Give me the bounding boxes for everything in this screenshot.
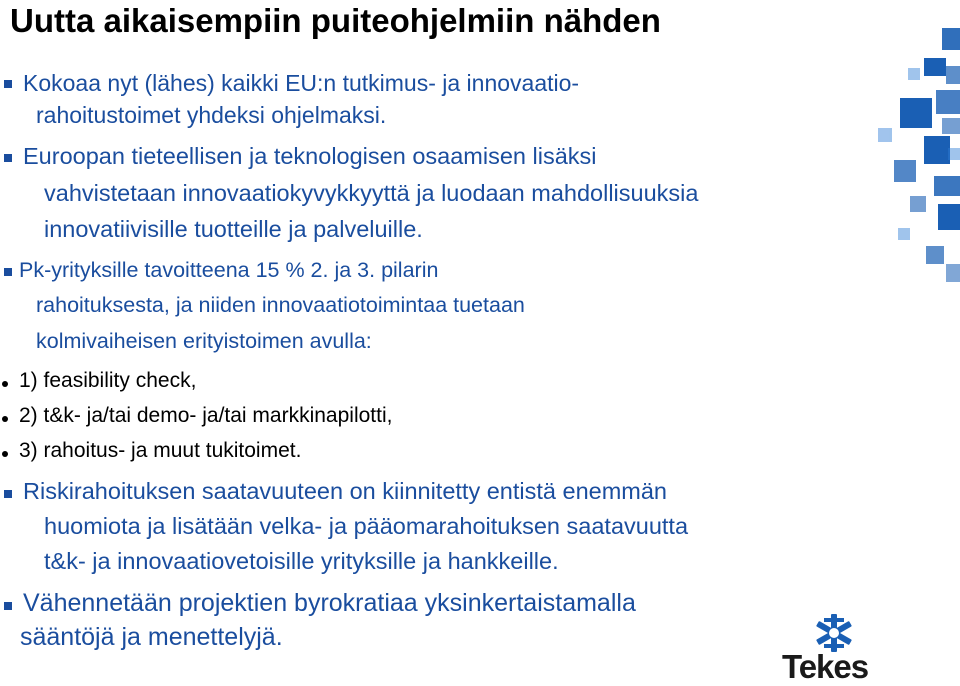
bullet-3-line-3: kolmivaiheisen erityistoimen avulla: <box>36 329 372 353</box>
square-bullet-icon <box>4 602 12 610</box>
bullet-1-line-2: rahoitustoimet yhdeksi ohjelmaksi. <box>36 102 387 128</box>
square-bullet-icon <box>4 154 12 162</box>
bullet-2-line-1: Euroopan tieteellisen ja teknologisen osaamisen lisäksi <box>23 143 597 169</box>
dot-bullet-icon <box>2 451 8 457</box>
bullet-5-line-2: sääntöjä ja menettelyjä. <box>20 623 283 651</box>
sub-item-1: 1) feasibility check, <box>19 369 197 392</box>
bullet-4-line-2: huomiota ja lisätään velka- ja pääomarahoituksen saatavuutta <box>44 513 689 539</box>
bullet-3-line-2: rahoituksesta, ja niiden innovaatiotoimintaa tuetaan <box>36 293 525 317</box>
square-bullet-icon <box>4 490 12 498</box>
bullet-4-line-1: Riskirahoituksen saatavuuteen on kiinnitetty entistä enemmän <box>23 478 668 504</box>
square-bullet-icon <box>4 80 12 88</box>
bullet-2-line-3: innovatiivisille tuotteille ja palveluille. <box>44 216 423 242</box>
tekes-logo <box>782 614 886 685</box>
sub-item-2: 2) t&k- ja/tai demo- ja/tai markkinapilotti, <box>19 404 393 427</box>
sub-item-3: 3) rahoitus- ja muut tukitoimet. <box>19 439 302 462</box>
logo-text: Tekes <box>782 648 869 685</box>
bullet-4-line-3: t&k- ja innovaatiovetoisille yrityksille ja hankkeille. <box>44 548 559 574</box>
slide-title: Uutta aikaisempiin puiteohjelmiin nähden <box>10 2 661 39</box>
dot-bullet-icon <box>2 381 8 387</box>
decorative-squares <box>838 28 960 618</box>
bullet-5-line-1: Vähennetään projektien byrokratiaa yksinkertaistamalla <box>23 589 636 617</box>
square-bullet-icon <box>4 268 12 276</box>
bullet-1-line-1: Kokoaa nyt (lähes) kaikki EU:n tutkimus- ja innovaatio- <box>23 70 580 96</box>
dot-bullet-icon <box>2 416 8 422</box>
tekes-snowflake-icon <box>814 614 854 652</box>
bullet-2-line-2: vahvistetaan innovaatiokyvykkyyttä ja luodaan mahdollisuuksia <box>44 180 699 206</box>
bullet-3-line-1: Pk-yrityksille tavoitteena 15 % 2. ja 3. pilarin <box>19 258 439 282</box>
